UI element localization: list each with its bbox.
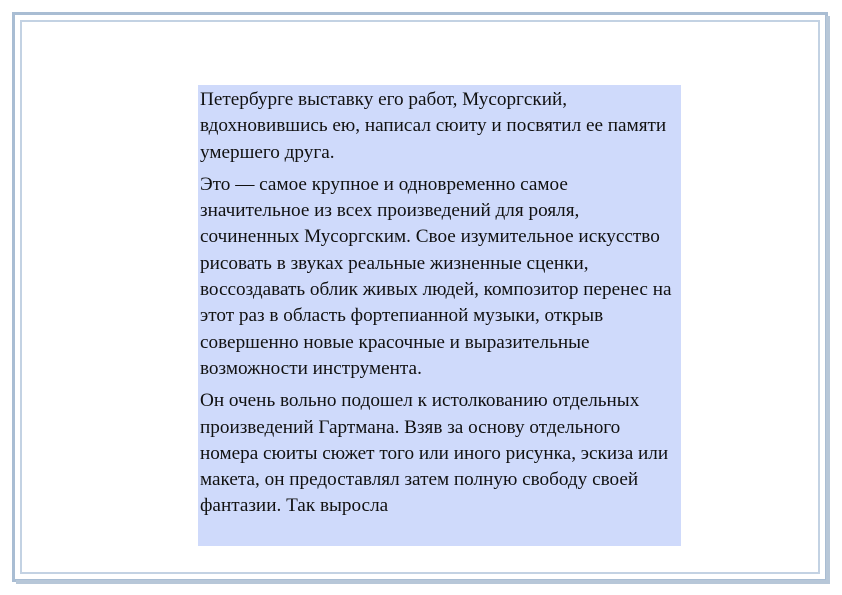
paragraph-1: Петербурге выставку его работ, Мусоргский, вдохновившись ею, написал сюиту и посвятил ее памяти умершего друга. bbox=[200, 89, 667, 163]
paragraph-3: Он очень вольно подошел к истолкованию отдельных произведений Гартмана. Взяв за основу отдельного номера сюиты сюжет того или иного рисунка, эскиза или макета, он предоставлял затем полную свободу своей фантазии. Так выросла bbox=[200, 390, 669, 517]
slide-frame-shadow-right bbox=[826, 16, 830, 584]
paragraph-2: Это — самое крупное и одновременно самое значительное из всех произведений для рояля, сочиненных Мусоргским. Свое изумительное искусство рисовать в звуках реальные жизненные сценки, воссоздавать облик живых людей, композитор перенес на этот раз в область фортепианной музыки, открыв совершенно новые красочные и выразительные возможности инструмента. bbox=[200, 173, 672, 379]
slide-frame-shadow-bottom bbox=[16, 580, 830, 584]
text-block bbox=[198, 85, 681, 546]
